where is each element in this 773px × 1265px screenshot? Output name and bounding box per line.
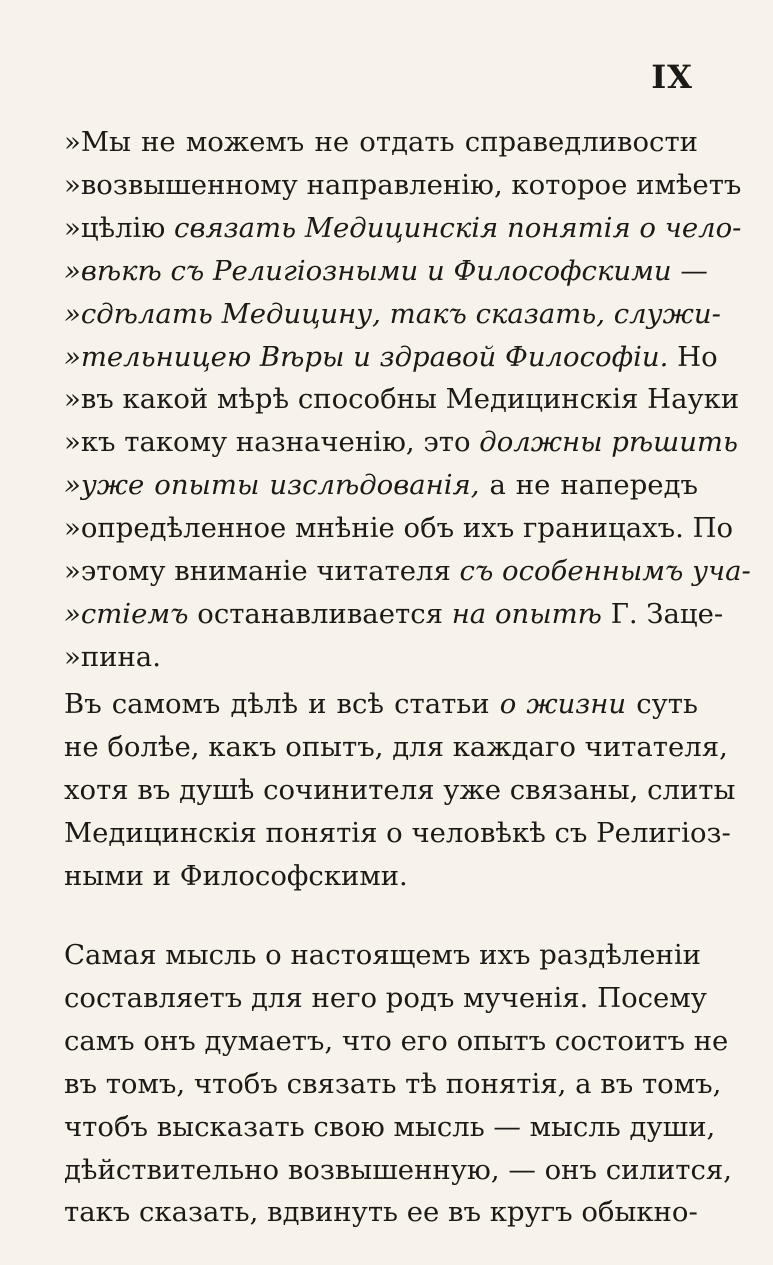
text-segment: въ томъ, чтобъ связать тѣ понятія, а въ томъ, [64,1067,722,1100]
italic-text: должны рѣшить [479,426,738,459]
italic-text: »уже опыты изслѣдованія, [64,469,480,502]
text-line [64,336,718,379]
text-line [64,1020,729,1063]
text-line [64,293,721,336]
paragraph-quote [64,121,751,679]
text-segment: »этому вниманіе читателя [64,555,460,588]
text-line [64,250,708,293]
text-segment: »въ какой мѣрѣ способны Медицинскія Науки [64,383,740,416]
text-line [64,593,724,636]
text-line [64,812,731,855]
italic-text: »стіемъ [64,597,189,630]
text-segment: останавливается [188,597,452,630]
paragraph-2 [64,683,736,898]
paragraph-3 [64,934,732,1234]
text-line [64,207,742,250]
italic-text: на опытѣ [451,597,602,630]
text-segment: чтобъ высказать свою мысль — мысль души, [64,1110,716,1143]
text-segment: составляетъ для него родъ мученія. Посему [64,981,707,1014]
text-segment: хотя въ душѣ сочинителя уже связаны, слиты [64,773,736,806]
text-segment: такъ сказать, вдвинуть ее въ кругъ обыкно- [64,1196,698,1229]
text-segment: »Мы не можемъ не отдать справедливости [64,126,698,158]
text-segment: а не напередъ [479,469,698,502]
text-line [64,507,734,550]
text-line [64,378,740,421]
text-segment: Но [668,340,718,373]
text-line [64,164,742,207]
text-line [64,1191,698,1234]
text-segment: »къ такому назначенію, это [64,426,480,459]
text-line [64,1149,732,1192]
text-line [64,464,698,507]
text-line [64,1063,722,1106]
italic-text: съ особеннымъ уча- [459,555,751,588]
text-segment: »цѣлію [64,211,175,244]
text-segment: »возвышенному направленію, которое имѣетъ [64,168,742,201]
text-line [64,934,701,977]
text-segment: »пина. [64,640,161,673]
text-line [64,1106,716,1149]
italic-text: о жизни [499,688,627,720]
text-line [64,636,698,679]
italic-text: »сдѣлать Медицину, такъ сказать, служи- [64,297,721,330]
text-segment: не болѣе, какъ опытъ, для каждаго читателя, [64,730,728,763]
page-number: IX [651,58,693,96]
text-segment: суть [626,688,698,720]
text-line [64,121,698,164]
text-segment: Медицинскія понятія о человѣкѣ съ Религіоз- [64,816,731,849]
text-segment: Въ самомъ дѣлѣ и всѣ статьи [64,688,500,720]
italic-text: »вѣкѣ съ Религіозными и Философскими — [64,254,708,287]
text-segment: Г. Заце- [601,597,724,630]
text-line [64,550,751,593]
text-line [64,855,698,898]
text-line [64,769,736,812]
text-line [64,977,707,1020]
text-segment: ными и Философскими. [64,859,408,892]
text-line [64,421,738,464]
text-line [64,683,698,726]
italic-text: связать Медицинскія понятія о чело- [174,211,742,244]
text-line [64,726,728,769]
text-segment: Самая мысль о настоящемъ ихъ раздѣленіи [64,939,701,971]
text-segment: дѣйствительно возвышенную, — онъ силится, [64,1153,732,1186]
italic-text: »тельницею Вѣры и здравой Философіи. [64,340,669,373]
text-segment: »опредѣленное мнѣніе объ ихъ границахъ. По [64,512,734,545]
text-segment: самъ онъ думаетъ, что его опытъ состоитъ не [64,1024,729,1057]
